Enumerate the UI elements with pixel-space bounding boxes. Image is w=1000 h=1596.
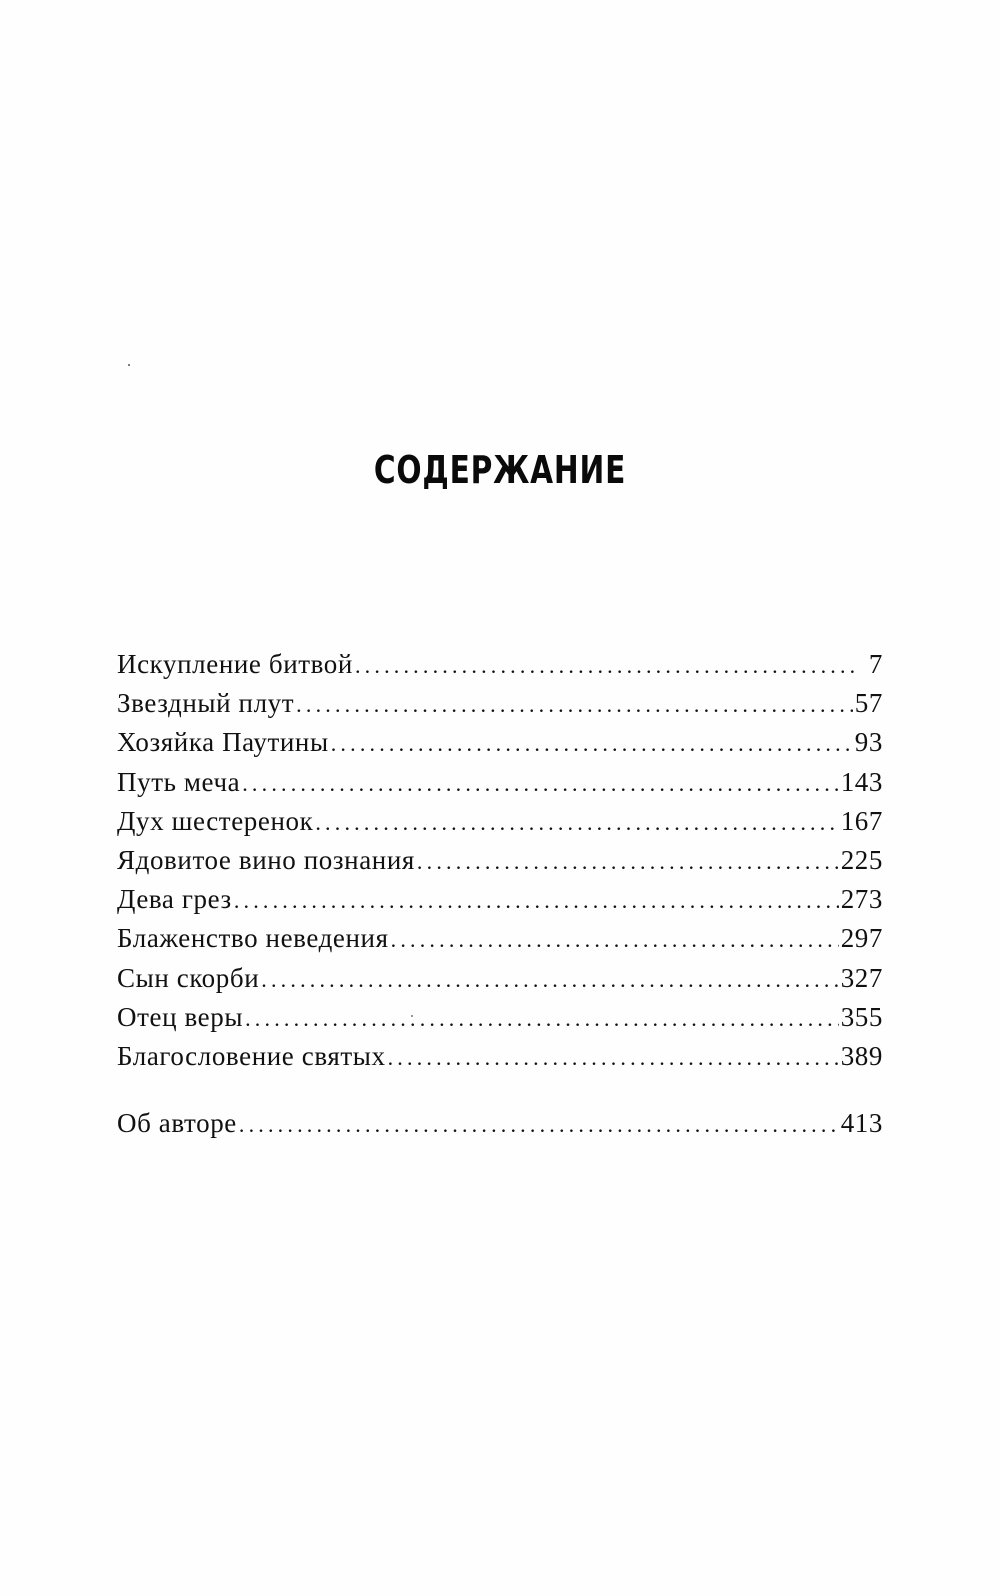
- toc-entry-title: Благословение святых: [117, 1040, 386, 1071]
- toc-entry-title: Звездный плут: [117, 688, 295, 719]
- dot-leader: [315, 803, 838, 842]
- toc-entry-page: 225: [840, 844, 883, 875]
- toc-entry: [117, 880, 883, 919]
- toc-entry-page: 413: [840, 1108, 883, 1139]
- dot-leader: [417, 842, 839, 881]
- dot-leader: [261, 960, 838, 999]
- toc-entry-title: Путь меча: [117, 766, 241, 797]
- toc-entry-page: 273: [840, 884, 883, 915]
- toc-entry: [117, 684, 883, 723]
- dot-leader: [391, 920, 839, 959]
- toc-entry-title: Отец веры: [117, 1001, 244, 1032]
- toc-entry-page: 57: [854, 688, 883, 719]
- toc-entry-title: Дева грез: [117, 884, 232, 915]
- dot-leader: [296, 685, 853, 724]
- toc-entry: [117, 763, 883, 802]
- toc-entry-page: 167: [840, 805, 883, 836]
- toc-entry: [117, 959, 883, 998]
- toc-entry-page: 7: [868, 649, 883, 679]
- dot-leader: [355, 646, 857, 685]
- dot-leader: [331, 724, 853, 763]
- toc-entry-page: 389: [840, 1040, 883, 1071]
- toc-entry-about-author: [117, 1104, 883, 1143]
- toc-entry: [117, 802, 883, 841]
- toc-entry: [117, 998, 883, 1037]
- toc-entry-title: Сын скорби: [117, 962, 260, 993]
- toc-entry-page: 297: [840, 923, 883, 954]
- toc-entry: [117, 841, 883, 880]
- toc-entry-page: 143: [840, 766, 883, 797]
- toc-entry-page: 355: [840, 1001, 883, 1032]
- toc-entry-title: Дух шестеренок: [117, 805, 314, 836]
- table-of-contents: [117, 645, 883, 1143]
- dot-leader: [245, 999, 839, 1038]
- section-spacer: [117, 1076, 883, 1104]
- toc-entry-title: Блаженство неведения: [117, 923, 389, 954]
- dot-leader: [234, 881, 839, 920]
- toc-entry: [117, 1037, 883, 1076]
- toc-entry-title: Об авторе: [117, 1108, 237, 1139]
- toc-entry-title: Хозяйка Паутины: [117, 727, 329, 758]
- toc-entry: [117, 723, 883, 762]
- print-speck: [128, 364, 130, 366]
- page-title: СОДЕРЖАНИЕ: [373, 448, 627, 492]
- toc-entry-title: Ядовитое вино познания: [117, 844, 415, 875]
- dot-leader: [239, 1105, 839, 1144]
- toc-entry: [117, 645, 883, 684]
- toc-entry-page: 93: [854, 727, 883, 758]
- dot-leader: [388, 1038, 839, 1077]
- toc-entry-title: Искупление битвой: [117, 649, 353, 679]
- dot-leader: [242, 764, 838, 803]
- toc-entry-page: 327: [840, 962, 883, 993]
- toc-entry: [117, 919, 883, 958]
